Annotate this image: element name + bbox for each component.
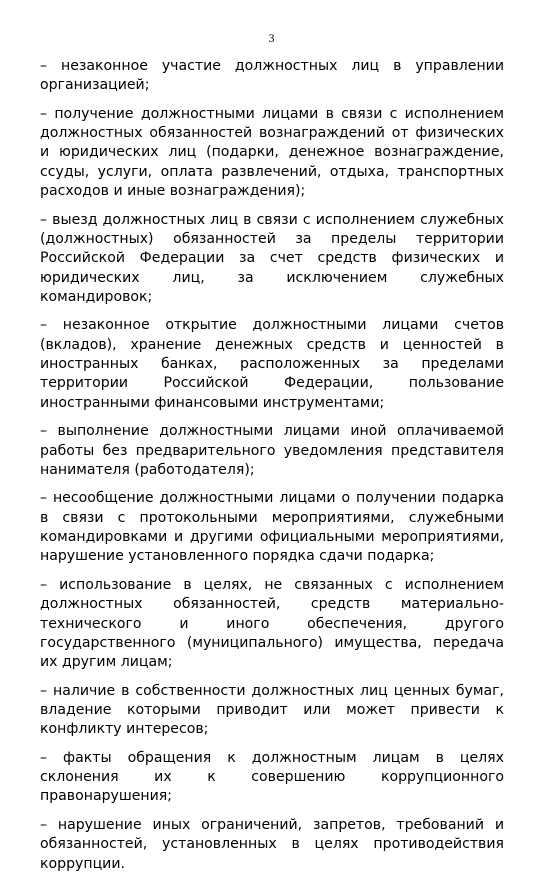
page-number: 3 [268, 31, 275, 45]
list-item: – выезд должностных лиц в связи с исполнением служебных (должностных) обязанностей за пределы территории Российской Федерации за счет средств физических и юридических лиц, за исключением служебных командировок; [40, 211, 504, 305]
list-item: – незаконное участие должностных лиц в управлении организацией; [40, 58, 504, 94]
list-item: – несообщение должностными лицами о получении подарка в связи с протокольными мероприятиями, служебными командировками и другими официальными мероприятиями, нарушение установленного порядка сдачи подарка; [40, 490, 504, 565]
list-item: – выполнение должностными лицами иной оплачиваемой работы без предварительного уведомления представителя нанимателя (работодателя); [40, 423, 504, 478]
list-item: – использование в целях, не связанных с исполнением должностных обязанностей, средств материально-технического и иного обеспечения, другого государственного (муниципального) имущества, передача их другим лицам; [40, 576, 504, 671]
list-item: – факты обращения к должностным лицам в целях склонения их к совершению коррупционного правонарушения; [40, 749, 504, 805]
document-body [40, 57, 504, 883]
list-item: – получение должностными лицами в связи с исполнением должностных обязанностей вознаграждений от физических и юридических лиц (подарки, денежное вознаграждение, ссуды, услуги, оплата развлечений, отдыха, транспортных расходов и иные вознаграждения); [40, 105, 504, 200]
list-item: – нарушение иных ограничений, запретов, требований и обязанностей, установленных в целях противодействия коррупции. [40, 817, 504, 872]
list-item: – незаконное открытие должностными лицами счетов (вкладов), хранение денежных средств и ценностей в иностранных банках, расположенных за пределами территории Российской Федерации, пользование иностранными финансовыми инструментами; [40, 317, 504, 411]
list-item: – наличие в собственности должностных лиц ценных бумаг, владение которыми приводит или может привести к конфликту интересов; [40, 682, 504, 738]
